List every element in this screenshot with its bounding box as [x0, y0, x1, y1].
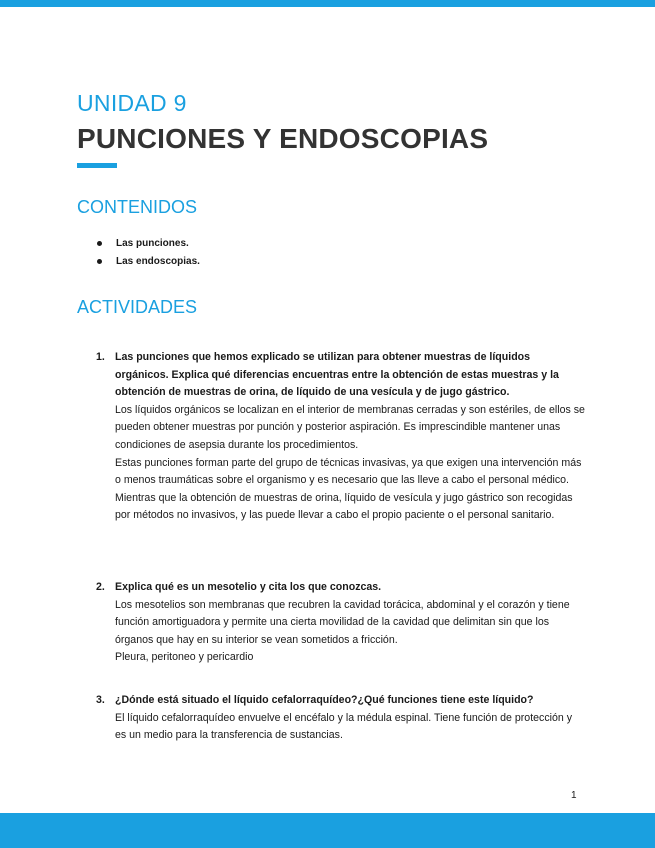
list-item: Las punciones. [94, 235, 200, 253]
title-underline [77, 163, 117, 168]
page-title: PUNCIONES Y ENDOSCOPIAS [77, 123, 489, 154]
bottom-accent-bar [0, 813, 655, 848]
activities-heading: ACTIVIDADES [77, 297, 198, 317]
activity-answer: Mientras que la obtención de muestras de orina, líquido de vesícula y jugo gástrico son recogidas por métodos no invasivos, y las puede llevar a cabo el propio paciente o el personal sanitario. [115, 491, 573, 522]
unit-label: UNIDAD 9 [77, 90, 187, 116]
contents-list [94, 235, 200, 271]
activity-answer: Pleura, peritoneo y pericardio [115, 651, 254, 664]
list-item: Las endoscopias. [94, 253, 200, 271]
page-number: 1 [571, 790, 577, 801]
activity-answer: Estas punciones forman parte del grupo de técnicas invasivas, ya que exigen una intervención más o menos traumáticas sobre el organismo y es necesario que las lleve a cabo el personal médico. [115, 456, 582, 487]
activity-1 [96, 349, 586, 525]
activity-number: 1. [96, 351, 105, 363]
activity-answer: Los mesotelios son membranas que recubren la cavidad torácica, abdominal y el corazón y tiene función amortiguadora y permite una cierta movilidad de la cavidad que delimitan sin que los órganos que hay en su interior se vean sometidos a fricción. [115, 598, 570, 646]
contents-heading: CONTENIDOS [77, 197, 198, 217]
top-accent-bar [0, 0, 655, 7]
activity-3 [96, 692, 586, 745]
activity-answer: El líquido cefalorraquídeo envuelve el encéfalo y la médula espinal. Tiene función de protección y es un medio para la transferencia de sustancias. [115, 711, 572, 742]
activity-number: 2. [96, 581, 105, 593]
activity-question: Explica qué es un mesotelio y cita los que conozcas. [115, 581, 382, 593]
activity-question: ¿Dónde está situado el líquido cefalorraquídeo?¿Qué funciones tiene este líquido? [115, 694, 534, 706]
activity-answer: Los líquidos orgánicos se localizan en el interior de membranas cerradas y son estériles, de ellos se pueden obtener muestras por punción y posterior aspiración. Es imprescindible mantener unas condiciones de asepsia durante los procedimientos. [115, 403, 585, 451]
activity-question: Las punciones que hemos explicado se utilizan para obtener muestras de líquidos orgánicos. Explica qué diferencias encuentras entre la obtención de estas muestras y la obtención de muestras de orina, de líquido de una vesícula y de jugo gástrico. [115, 351, 559, 399]
activity-number: 3. [96, 694, 105, 706]
activity-2 [96, 579, 586, 667]
